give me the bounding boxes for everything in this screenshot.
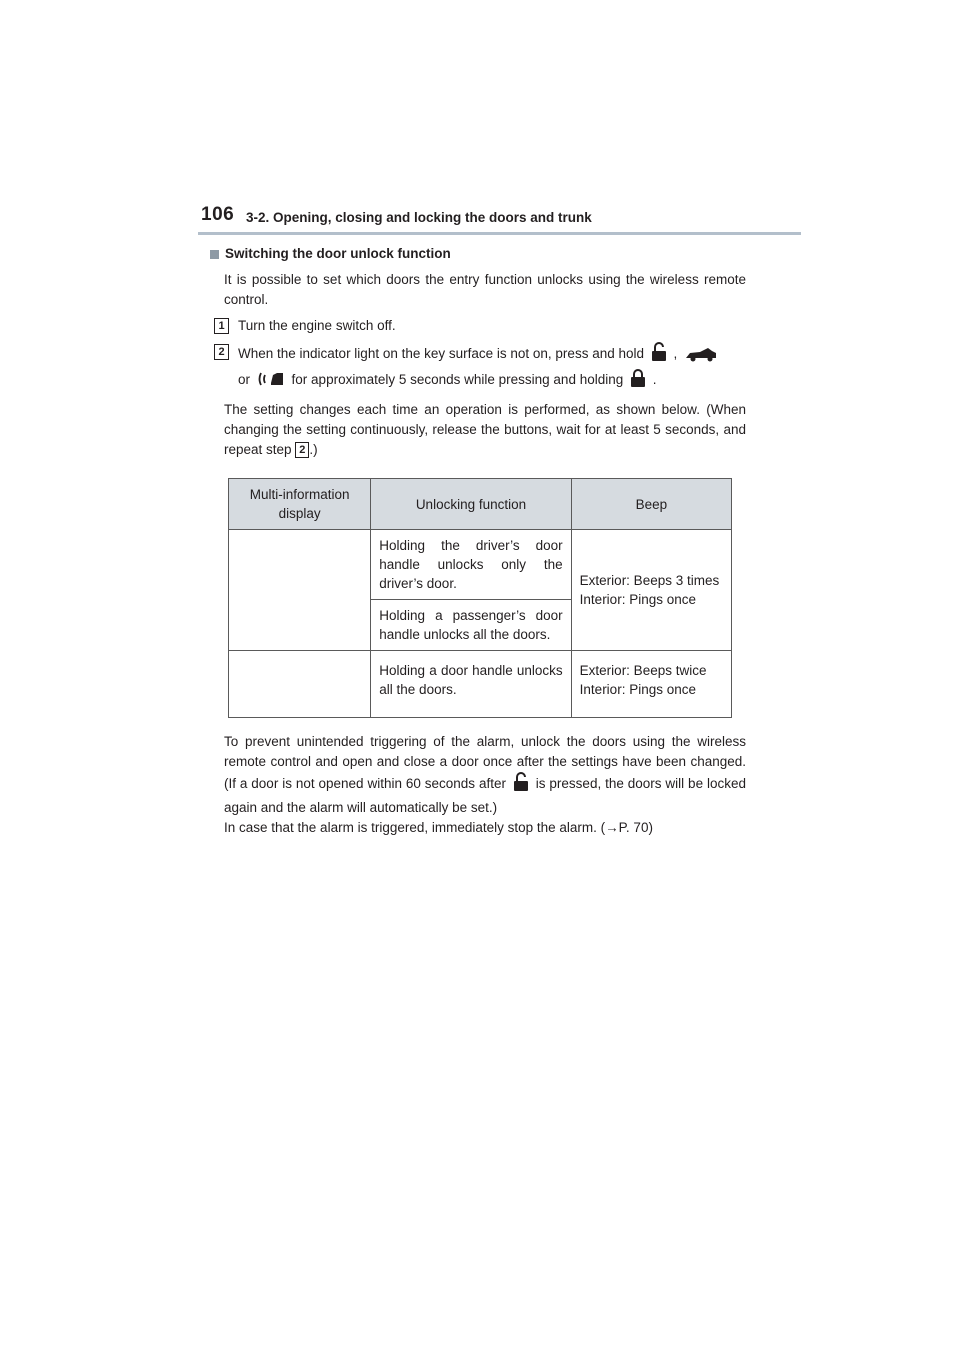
function-cell: Holding a door handle unlocks all the doors. (371, 651, 571, 718)
table-row (229, 530, 732, 600)
panic-icon (257, 370, 285, 394)
step-text-b: , (673, 346, 678, 361)
step-text-e: . (652, 372, 657, 387)
page-number: 106 (201, 204, 235, 225)
trunk-icon (684, 346, 718, 368)
unlock-icon (651, 342, 667, 368)
display-cell (229, 530, 371, 651)
step-number: 1 (214, 318, 229, 334)
unlock-icon (513, 772, 529, 798)
beep-exterior: Exterior: Beeps twice (579, 663, 707, 678)
change-note-end: .) (309, 442, 318, 457)
step-2 (218, 342, 746, 394)
step-text-a: When the indicator light on the key surface is not on, press and hold (238, 346, 644, 361)
unlock-settings-table (228, 478, 732, 718)
footer-note-line2: In case that the alarm is triggered, immediately stop the alarm. (→P. 70) (224, 820, 653, 835)
step-text-d: for approximately 5 seconds while pressing and holding (291, 372, 624, 387)
page-header (0, 0, 960, 240)
header-display: Multi-information display (229, 479, 371, 530)
beep-cell (571, 530, 731, 651)
table-header-row (229, 479, 732, 530)
bullet-square-icon (210, 250, 219, 259)
step-1 (218, 316, 746, 336)
header-function: Unlocking function (371, 479, 571, 530)
footer-note-line1 (224, 732, 746, 818)
footer-note-text-cont: is pressed, the doors will be locked again and the alarm will automatically be set.) (224, 776, 746, 815)
display-cell (229, 651, 371, 718)
main-content (210, 244, 746, 838)
beep-exterior: Exterior: Beeps 3 times (579, 573, 720, 588)
footer-note-text: To prevent unintended triggering of the alarm, unlock the doors using the wireless remote control and open and close a door once after the settings have been changed. (If a door is not opened within 60 seconds after (224, 734, 746, 791)
header-beep: Beep (571, 479, 731, 530)
beep-cell (571, 651, 731, 718)
beep-interior: Interior: Pings once (579, 682, 696, 697)
beep-interior: Interior: Pings once (579, 592, 696, 607)
section-title-text: Switching the door unlock function (225, 246, 451, 261)
step-reference: 2 (295, 442, 309, 458)
table-row (229, 651, 732, 718)
footer-note (224, 732, 746, 838)
step-text-c: or (238, 372, 251, 387)
step-number: 2 (214, 344, 229, 360)
section-intro: It is possible to set which doors the entry function unlocks using the wireless remote control. (224, 272, 746, 307)
header-rule (198, 232, 801, 235)
section-title (210, 244, 746, 264)
chapter-title: 3-2. Opening, closing and locking the doors and trunk (246, 210, 592, 225)
change-note (224, 400, 746, 460)
step-text: Turn the engine switch off. (238, 318, 396, 333)
lock-icon (630, 368, 646, 394)
function-cell: Holding the driver’s door handle unlocks only the driver’s door. (371, 530, 571, 600)
function-cell: Holding a passenger’s door handle unlocks all the doors. (371, 600, 571, 651)
change-note-text: The setting changes each time an operation is performed, as shown below. (When changing the setting continuously, release the buttons, wait for at least 5 seconds, and repeat step (224, 402, 746, 457)
